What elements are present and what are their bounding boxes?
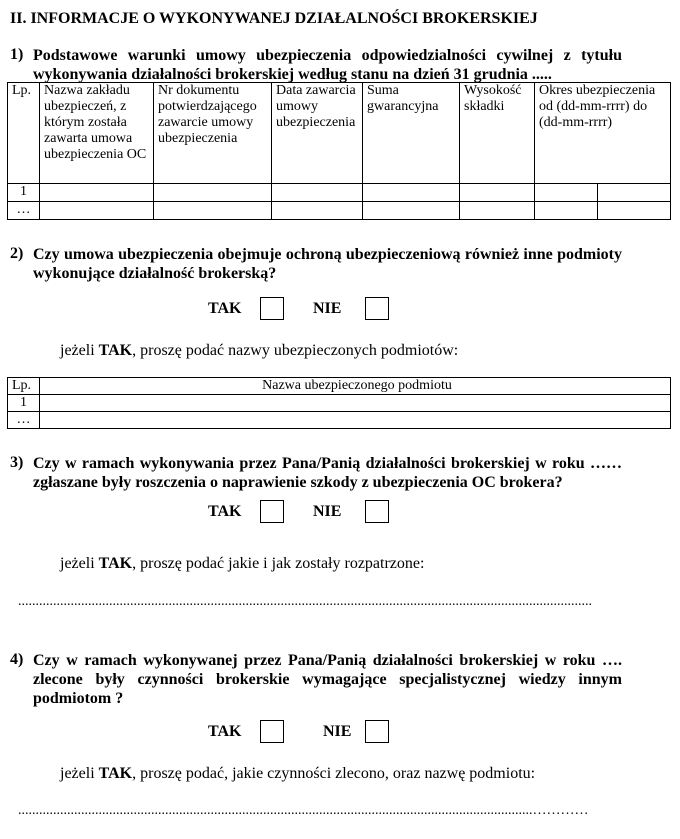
question-1-text: Podstawowe warunki umowy ubezpieczenia odpowiedzialności cywilnej z tytułu wykonywania działalności brokerskiej według stanu na dzień 31 grudnia ..... [33, 47, 622, 83]
table-cell[interactable] [154, 202, 272, 220]
table-cell[interactable] [40, 395, 671, 412]
table-cell[interactable] [40, 412, 671, 429]
insurance-terms-table [7, 82, 671, 220]
q4-tak-label: TAK [208, 723, 242, 740]
q4-answer-line[interactable]: ...................................................................................................................................................………… [18, 803, 589, 818]
table-cell[interactable] [272, 202, 363, 220]
table-row [8, 395, 671, 412]
q2-tak-checkbox[interactable] [260, 297, 284, 320]
q4-instruction: jeżeli TAK, proszę podać, jakie czynności zlecono, oraz nazwę podmiotu: [60, 765, 536, 782]
question-4-text: Czy w ramach wykonywanej przez Pana/Panią działalności brokerskiej w roku …. zlecone były czynności brokerskie wymagające specjalistycznej wiedzy innym podmiotom ? [33, 652, 622, 707]
q3-instruction: jeżeli TAK, proszę podać jakie i jak zostały rozpatrzone: [60, 555, 425, 572]
row-number: 1 [8, 184, 40, 202]
table-cell[interactable] [535, 184, 598, 202]
question-2-text: Czy umowa ubezpieczenia obejmuje ochroną ubezpieczeniową również inne podmioty wykonujące działalność brokerską? [33, 246, 622, 282]
q3-nie-checkbox[interactable] [365, 500, 389, 523]
question-2-number: 2) [10, 245, 24, 262]
table-row [8, 184, 671, 202]
q3-answer-line[interactable]: .................................................................................................................................................................... [18, 594, 592, 609]
table-cell[interactable] [154, 184, 272, 202]
table-cell[interactable] [272, 184, 363, 202]
column-header-lp: Lp. [8, 83, 40, 184]
column-header-entity-name: Nazwa ubezpieczonego podmiotu [40, 378, 671, 395]
section-title: II. INFORMACJE O WYKONYWANEJ DZIAŁALNOŚCI BROKERSKIEJ [10, 10, 538, 27]
table-cell[interactable] [363, 202, 460, 220]
q3-tak-checkbox[interactable] [260, 500, 284, 523]
row-number: … [8, 412, 40, 429]
table-cell[interactable] [460, 184, 535, 202]
table-cell[interactable] [598, 202, 671, 220]
column-header-sum-insured: Suma gwarancyjna [363, 83, 460, 184]
insured-entities-table [7, 377, 671, 429]
q2-tak-label: TAK [208, 300, 242, 317]
question-3-number: 3) [10, 454, 24, 471]
column-header-premium: Wysokość składki [460, 83, 535, 184]
column-header-lp: Lp. [8, 378, 40, 395]
table-cell[interactable] [363, 184, 460, 202]
table-cell[interactable] [40, 184, 154, 202]
table-cell[interactable] [535, 202, 598, 220]
table-cell[interactable] [598, 184, 671, 202]
q2-nie-label: NIE [313, 300, 342, 317]
q4-nie-checkbox[interactable] [365, 720, 389, 743]
row-number: … [8, 202, 40, 220]
table-cell[interactable] [40, 202, 154, 220]
question-1-number: 1) [10, 46, 24, 63]
q2-instruction: jeżeli TAK, proszę podać nazwy ubezpieczonych podmiotów: [60, 342, 459, 359]
column-header-insurer: Nazwa zakładu ubezpieczeń, z którym została zawarta umowa ubezpieczenia OC [40, 83, 154, 184]
q3-tak-label: TAK [208, 503, 242, 520]
q4-nie-label: NIE [323, 723, 352, 740]
column-header-contract-date: Data zawarcia umowy ubezpieczenia [272, 83, 363, 184]
table-row [8, 202, 671, 220]
table-header-row [8, 83, 671, 184]
q4-tak-checkbox[interactable] [260, 720, 284, 743]
table-header-row [8, 378, 671, 395]
row-number: 1 [8, 395, 40, 412]
question-4-number: 4) [10, 651, 24, 668]
table-row [8, 412, 671, 429]
question-3-text: Czy w ramach wykonywania przez Pana/Panią działalności brokerskiej w roku …… zgłaszane były roszczenia o naprawienie szkody z ubezpieczenia OC brokera? [33, 455, 622, 491]
column-header-document-number: Nr dokumentu potwierdzającego zawarcie umowy ubezpieczenia [154, 83, 272, 184]
column-header-insurance-period: Okres ubezpieczenia od (dd-mm-rrrr) do (dd-mm-rrrr) [535, 83, 671, 184]
q3-nie-label: NIE [313, 503, 342, 520]
table-cell[interactable] [460, 202, 535, 220]
q2-nie-checkbox[interactable] [365, 297, 389, 320]
